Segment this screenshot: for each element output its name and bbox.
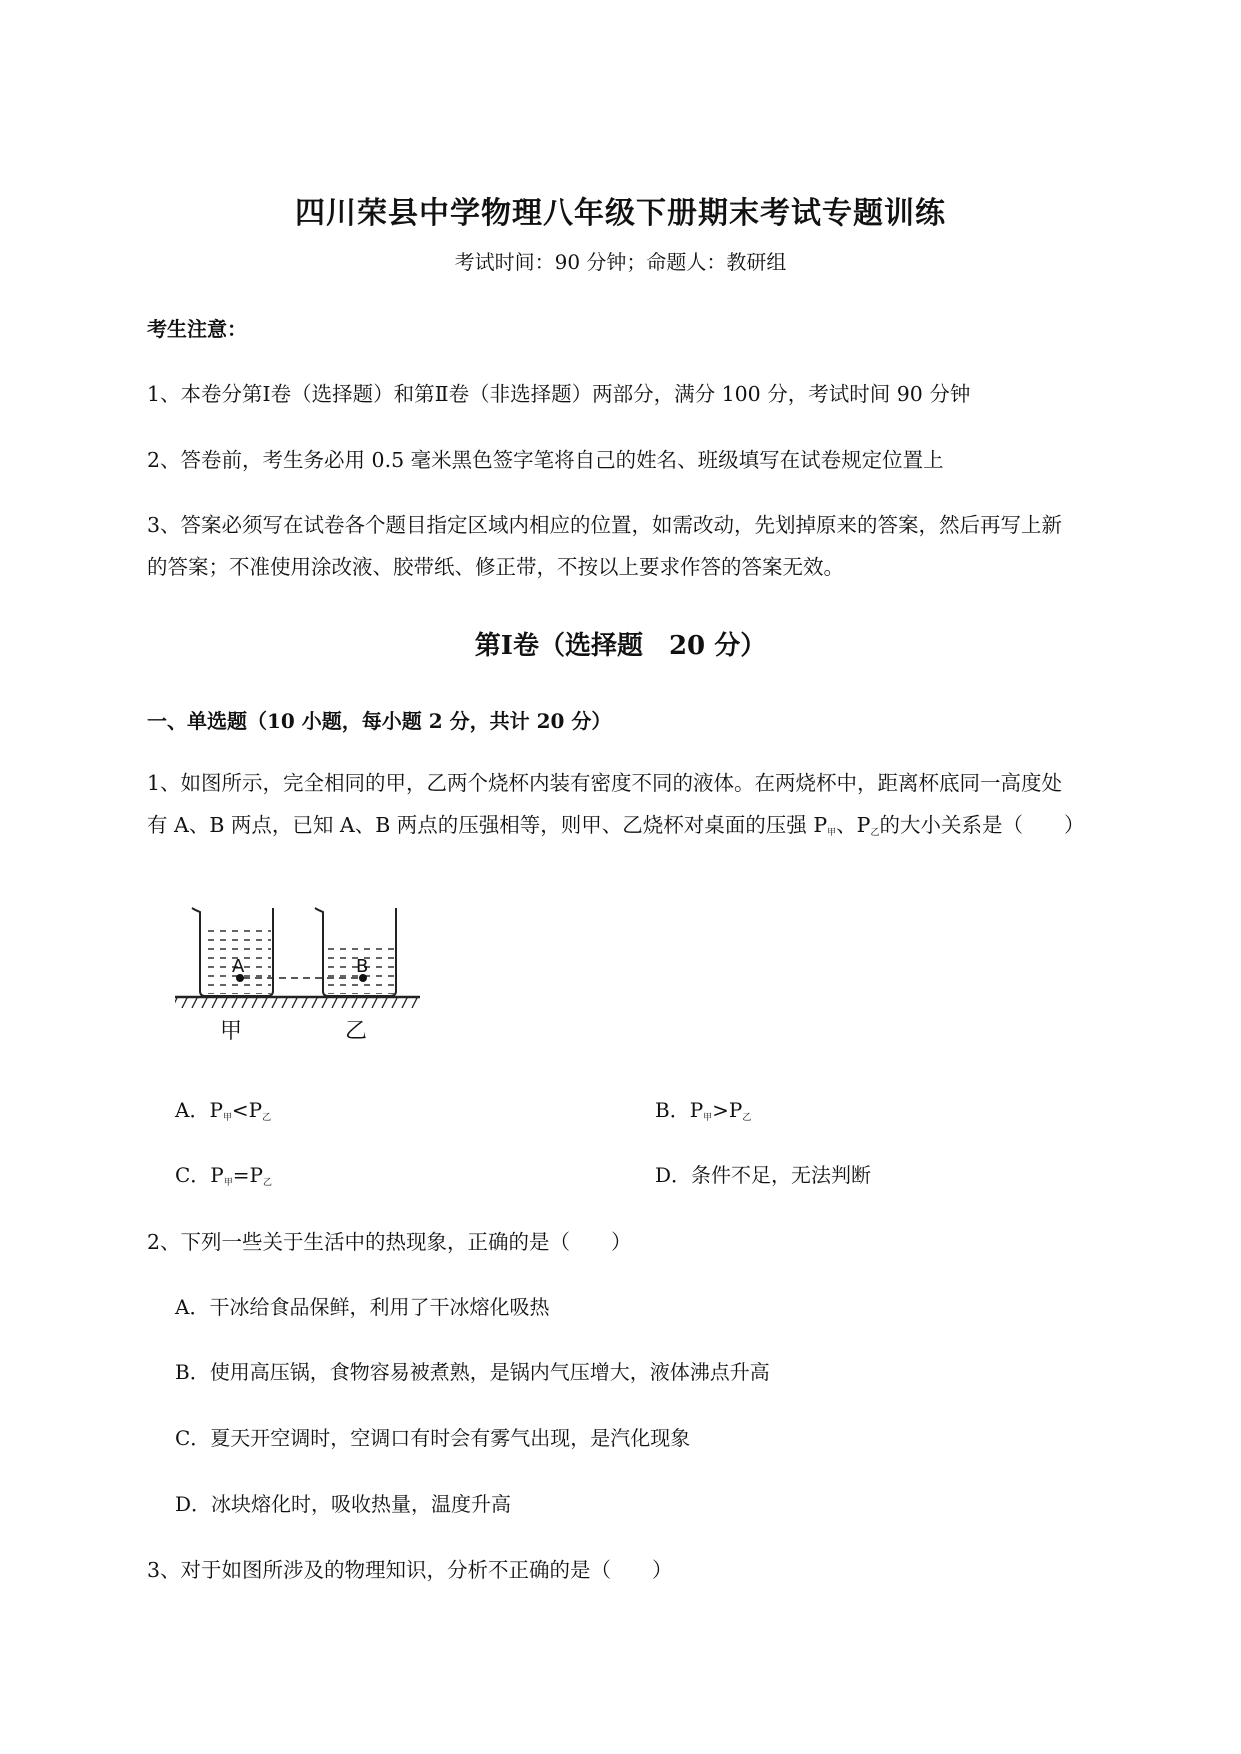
q1-option-c[interactable] xyxy=(175,1159,272,1188)
label-jia: 甲 xyxy=(220,1019,243,1044)
q1-stem-text-3: 的大小关系是（ ） xyxy=(879,813,1085,837)
q1-option-a-sub2: 乙 xyxy=(262,1113,272,1123)
q1-option-c-sub2: 乙 xyxy=(263,1178,273,1188)
q1-option-c-mid: =P xyxy=(232,1163,263,1187)
q1-option-a-text: A．P xyxy=(175,1098,223,1122)
q2-option-a[interactable]: A．干冰给食品保鲜，利用了干冰熔化吸热 xyxy=(175,1295,550,1319)
notice-item-3: 3、答案必须写在试卷各个题目指定区域内相应的位置，如需改动，先划掉原来的答案，然后再写上新 xyxy=(147,513,1063,537)
q2-option-c[interactable]: C．夏天开空调时，空调口有时会有雾气出现，是汽化现象 xyxy=(175,1426,691,1450)
table-hatch xyxy=(175,998,420,1008)
point-a-label: A xyxy=(232,956,245,977)
part-heading: 一、单选题（10 小题，每小题 2 分，共计 20 分） xyxy=(147,709,612,733)
q2-stem: 2、下列一些关于生活中的热现象，正确的是（ ） xyxy=(147,1230,632,1254)
q1-stem-line2 xyxy=(147,808,1084,838)
section-title: 第Ⅰ卷（选择题 20 分） xyxy=(474,631,767,661)
notice-heading: 考生注意： xyxy=(147,317,247,341)
q2-option-b[interactable]: B．使用高压锅，食物容易被煮熟，是锅内气压增大，液体沸点升高 xyxy=(175,1360,770,1384)
q1-option-b-mid: >P xyxy=(712,1098,743,1122)
exam-info: 考试时间：90 分钟；命题人：教研组 xyxy=(454,250,787,274)
beaker-yi xyxy=(315,908,396,996)
q1-option-b-sub1: 甲 xyxy=(703,1113,713,1123)
q1-option-a[interactable] xyxy=(175,1094,271,1123)
point-b-label: B xyxy=(356,956,369,977)
notice-item-3-cont: 的答案；不准使用涂改液、胶带纸、修正带，不按以上要求作答的答案无效。 xyxy=(147,555,844,579)
beaker-jia xyxy=(192,908,273,996)
q1-stem-line1: 1、如图所示，完全相同的甲，乙两个烧杯内装有密度不同的液体。在两烧杯中，距离杯底同一高度处 xyxy=(147,771,1063,795)
q1-sub-yi: 乙 xyxy=(870,828,880,838)
q1-option-b-sub2: 乙 xyxy=(742,1113,752,1123)
page-title: 四川荣县中学物理八年级下册期末考试专题训练 xyxy=(295,196,946,231)
beaker-figure xyxy=(170,900,430,1050)
q1-option-c-sub1: 甲 xyxy=(223,1178,233,1188)
notice-item-2: 2、答卷前，考生务必用 0.5 毫米黑色签字笔将自己的姓名、班级填写在试卷规定位置上 xyxy=(147,448,944,472)
q2-option-d[interactable]: D．冰块熔化时，吸收热量，温度升高 xyxy=(175,1492,512,1516)
q1-option-d[interactable]: D．条件不足，无法判断 xyxy=(655,1163,872,1187)
q1-option-a-sub1: 甲 xyxy=(222,1113,232,1123)
notice-item-1: 1、本卷分第Ⅰ卷（选择题）和第Ⅱ卷（非选择题）两部分，满分 100 分，考试时间 90 分钟 xyxy=(147,382,971,406)
q1-option-b[interactable] xyxy=(655,1094,751,1123)
q1-option-a-mid: <P xyxy=(231,1098,263,1122)
q3-stem: 3、对于如图所涉及的物理知识，分析不正确的是（ ） xyxy=(147,1558,673,1582)
q1-stem-text-2: 、P xyxy=(836,813,871,837)
q1-option-b-text: B．P xyxy=(655,1098,704,1122)
label-yi: 乙 xyxy=(345,1019,368,1044)
q1-sub-jia: 甲 xyxy=(827,828,837,838)
q1-stem-text: 有 A、B 两点，已知 A、B 两点的压强相等，则甲、乙烧杯对桌面的压强 P xyxy=(147,813,828,837)
q1-option-c-text: C．P xyxy=(175,1163,224,1187)
